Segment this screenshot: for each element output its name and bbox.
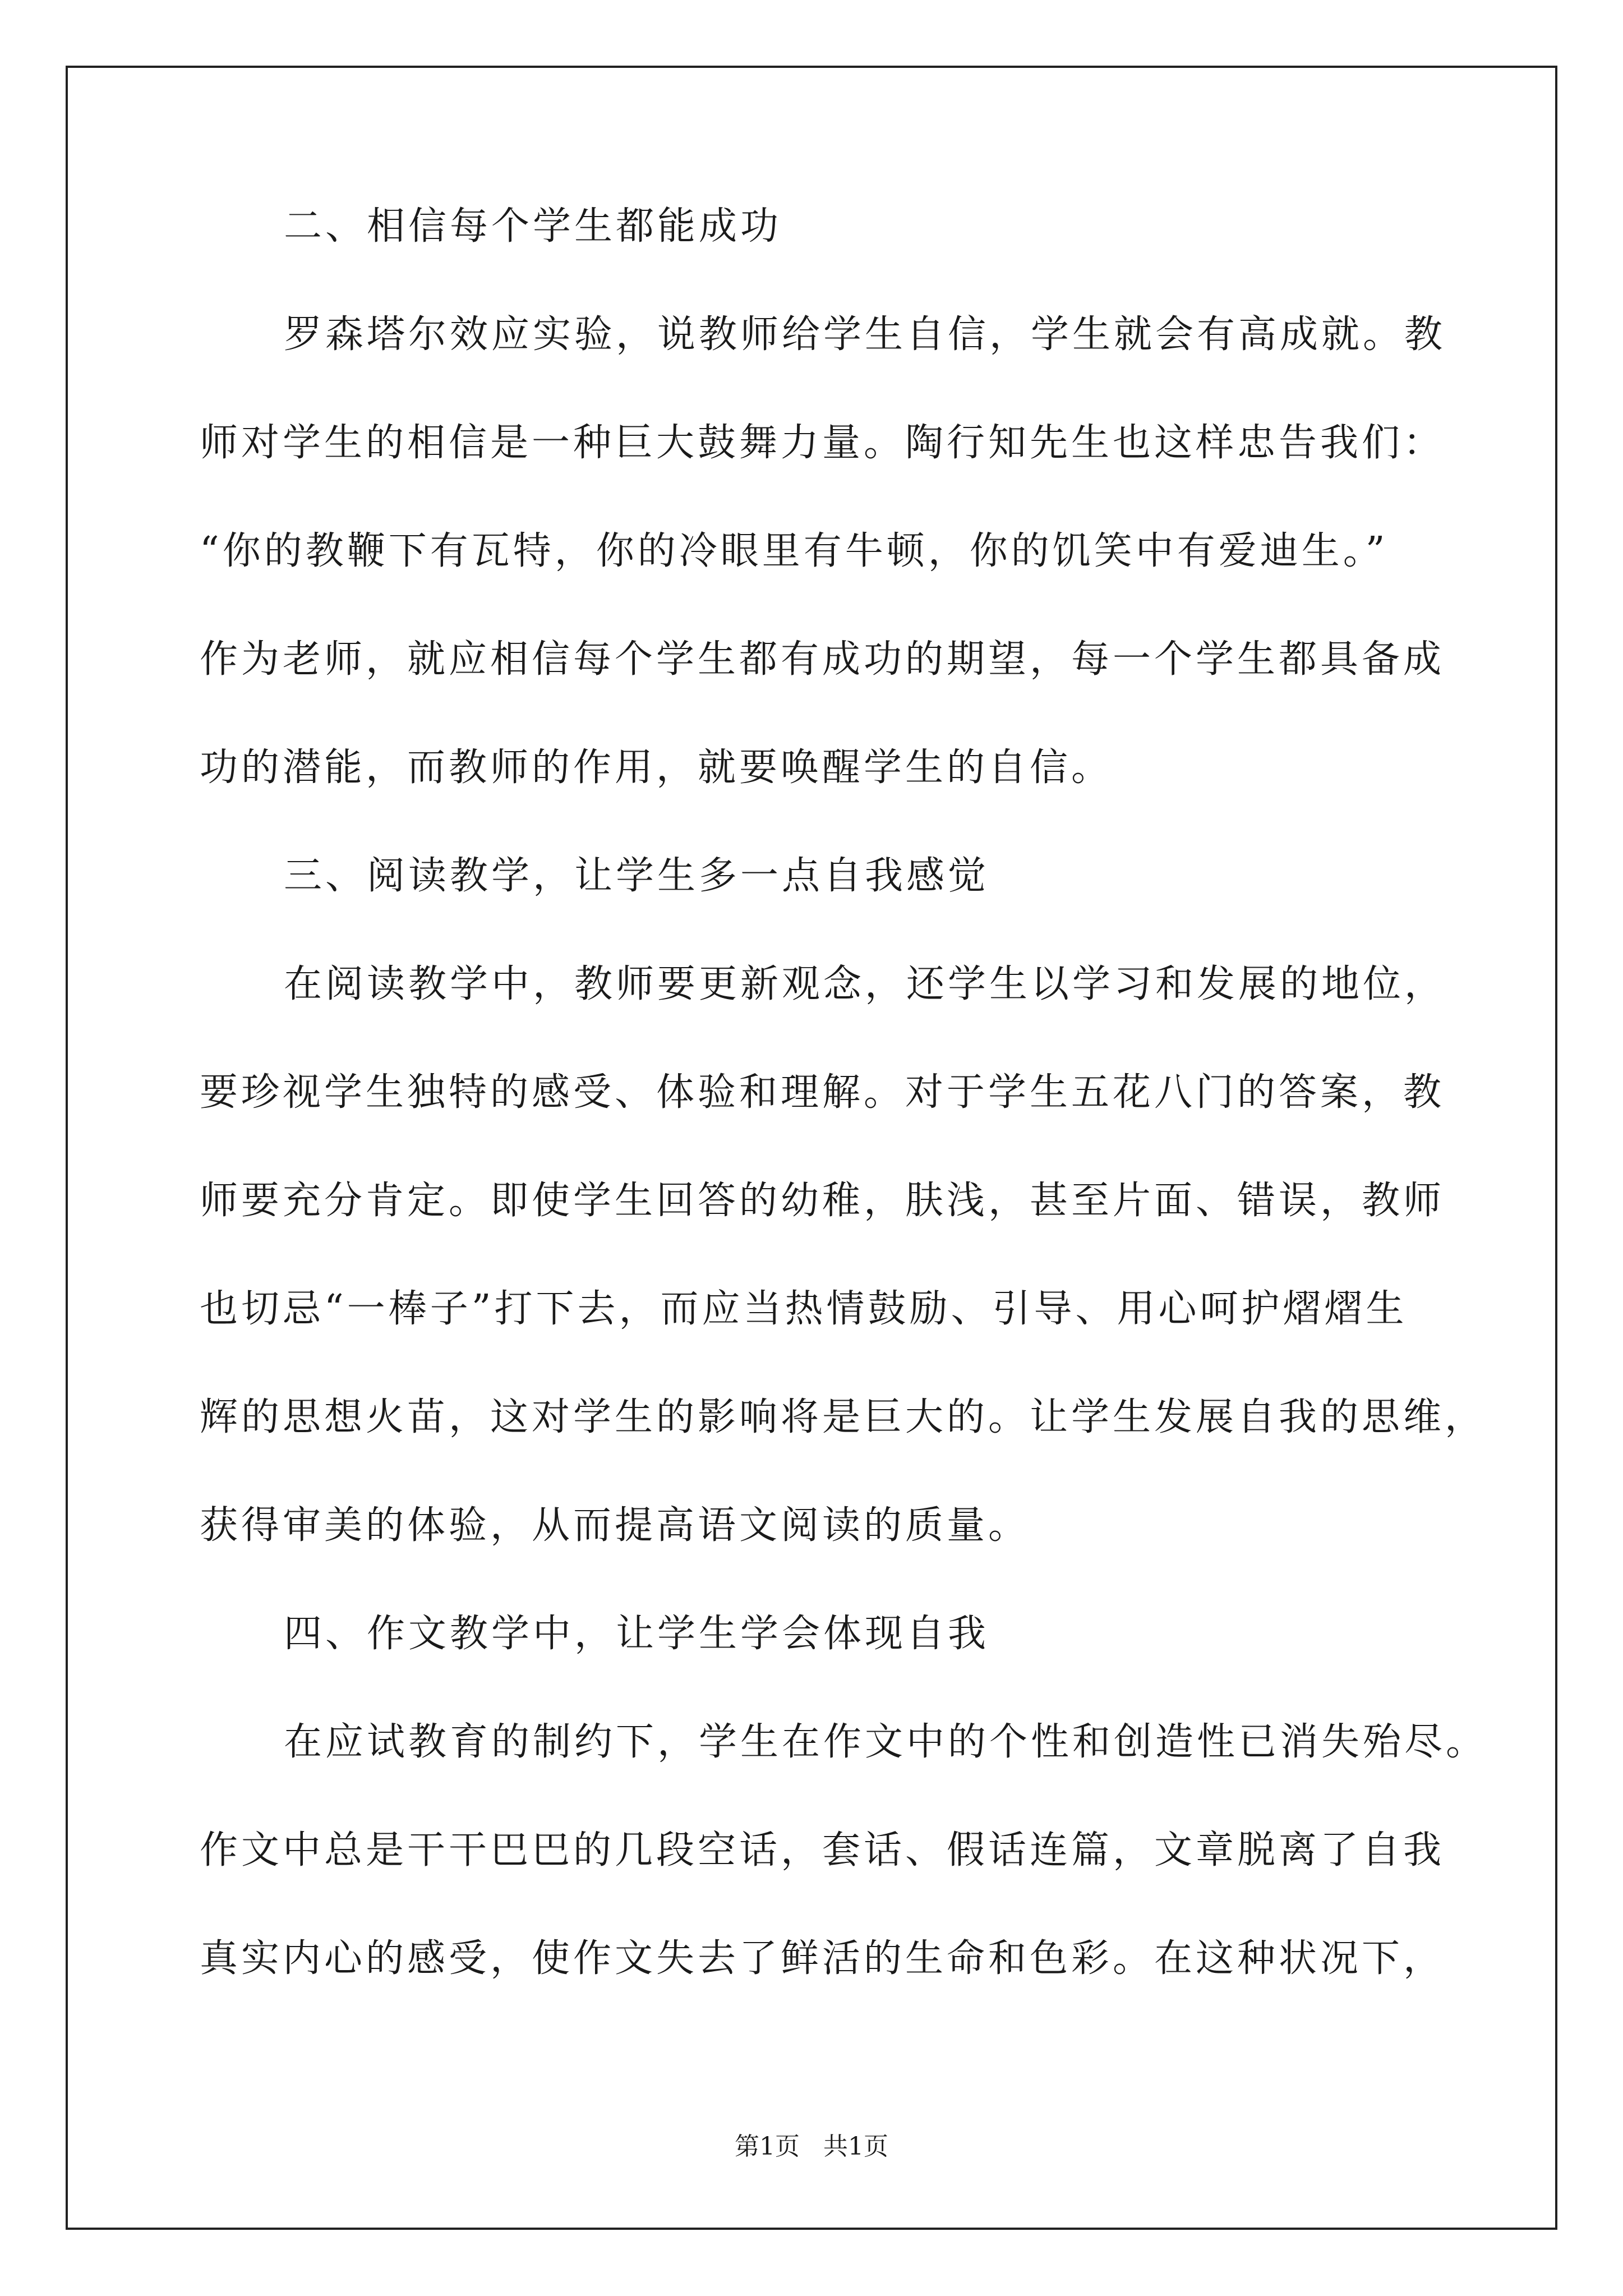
paragraph-line: “你的教鞭下有瓦特，你的冷眼里有牛顿，你的饥笑中有爱迪生。” bbox=[200, 529, 1389, 573]
paragraph-line: 真实内心的感受，使作文失去了鲜活的生命和色彩。在这种状况下， bbox=[200, 1936, 1445, 1981]
page-border bbox=[66, 66, 1557, 2230]
page-total: 共1页 bbox=[823, 2132, 888, 2161]
paragraph-line: 作为老师，就应相信每个学生都有成功的期望，每一个学生都具备成 bbox=[200, 637, 1445, 682]
page-footer bbox=[0, 2126, 1623, 2162]
paragraph-line: 在应试教育的制约下，学生在作文中的个性和创造性已消失殆尽。 bbox=[284, 1720, 1488, 1764]
paragraph-line: 在阅读教学中，教师要更新观念，还学生以学习和发展的地位， bbox=[284, 962, 1446, 1006]
paragraph-line: 获得审美的体验，从而提高语文阅读的质量。 bbox=[200, 1503, 1030, 1548]
section-heading-3: 三、阅读教学，让学生多一点自我感觉 bbox=[284, 854, 990, 898]
paragraph-line: 辉的思想火苗，这对学生的影响将是巨大的。让学生发展自我的思维， bbox=[200, 1395, 1487, 1439]
paragraph-line: 师对学生的相信是一种巨大鼓舞力量。陶行知先生也这样忠告我们： bbox=[200, 421, 1445, 465]
paragraph-line: 功的潜能，而教师的作用，就要唤醒学生的自信。 bbox=[200, 746, 1113, 790]
paragraph-line: 也切忌“一棒子”打下去，而应当热情鼓励、引导、用心呵护熠熠生 bbox=[200, 1287, 1408, 1331]
paragraph-line: 师要充分肯定。即使学生回答的幼稚，肤浅，甚至片面、错误，教师 bbox=[200, 1179, 1445, 1223]
section-heading-4: 四、作文教学中，让学生学会体现自我 bbox=[284, 1612, 990, 1656]
paragraph-line: 罗森塔尔效应实验，说教师给学生自信，学生就会有高成就。教 bbox=[284, 312, 1446, 357]
page-number: 第1页 bbox=[735, 2132, 800, 2161]
paragraph-line: 作文中总是干干巴巴的几段空话，套话、假话连篇，文章脱离了自我 bbox=[200, 1828, 1445, 1872]
paragraph-line: 要珍视学生独特的感受、体验和理解。对于学生五花八门的答案，教 bbox=[200, 1070, 1445, 1115]
section-heading-2: 二、相信每个学生都能成功 bbox=[284, 204, 782, 249]
